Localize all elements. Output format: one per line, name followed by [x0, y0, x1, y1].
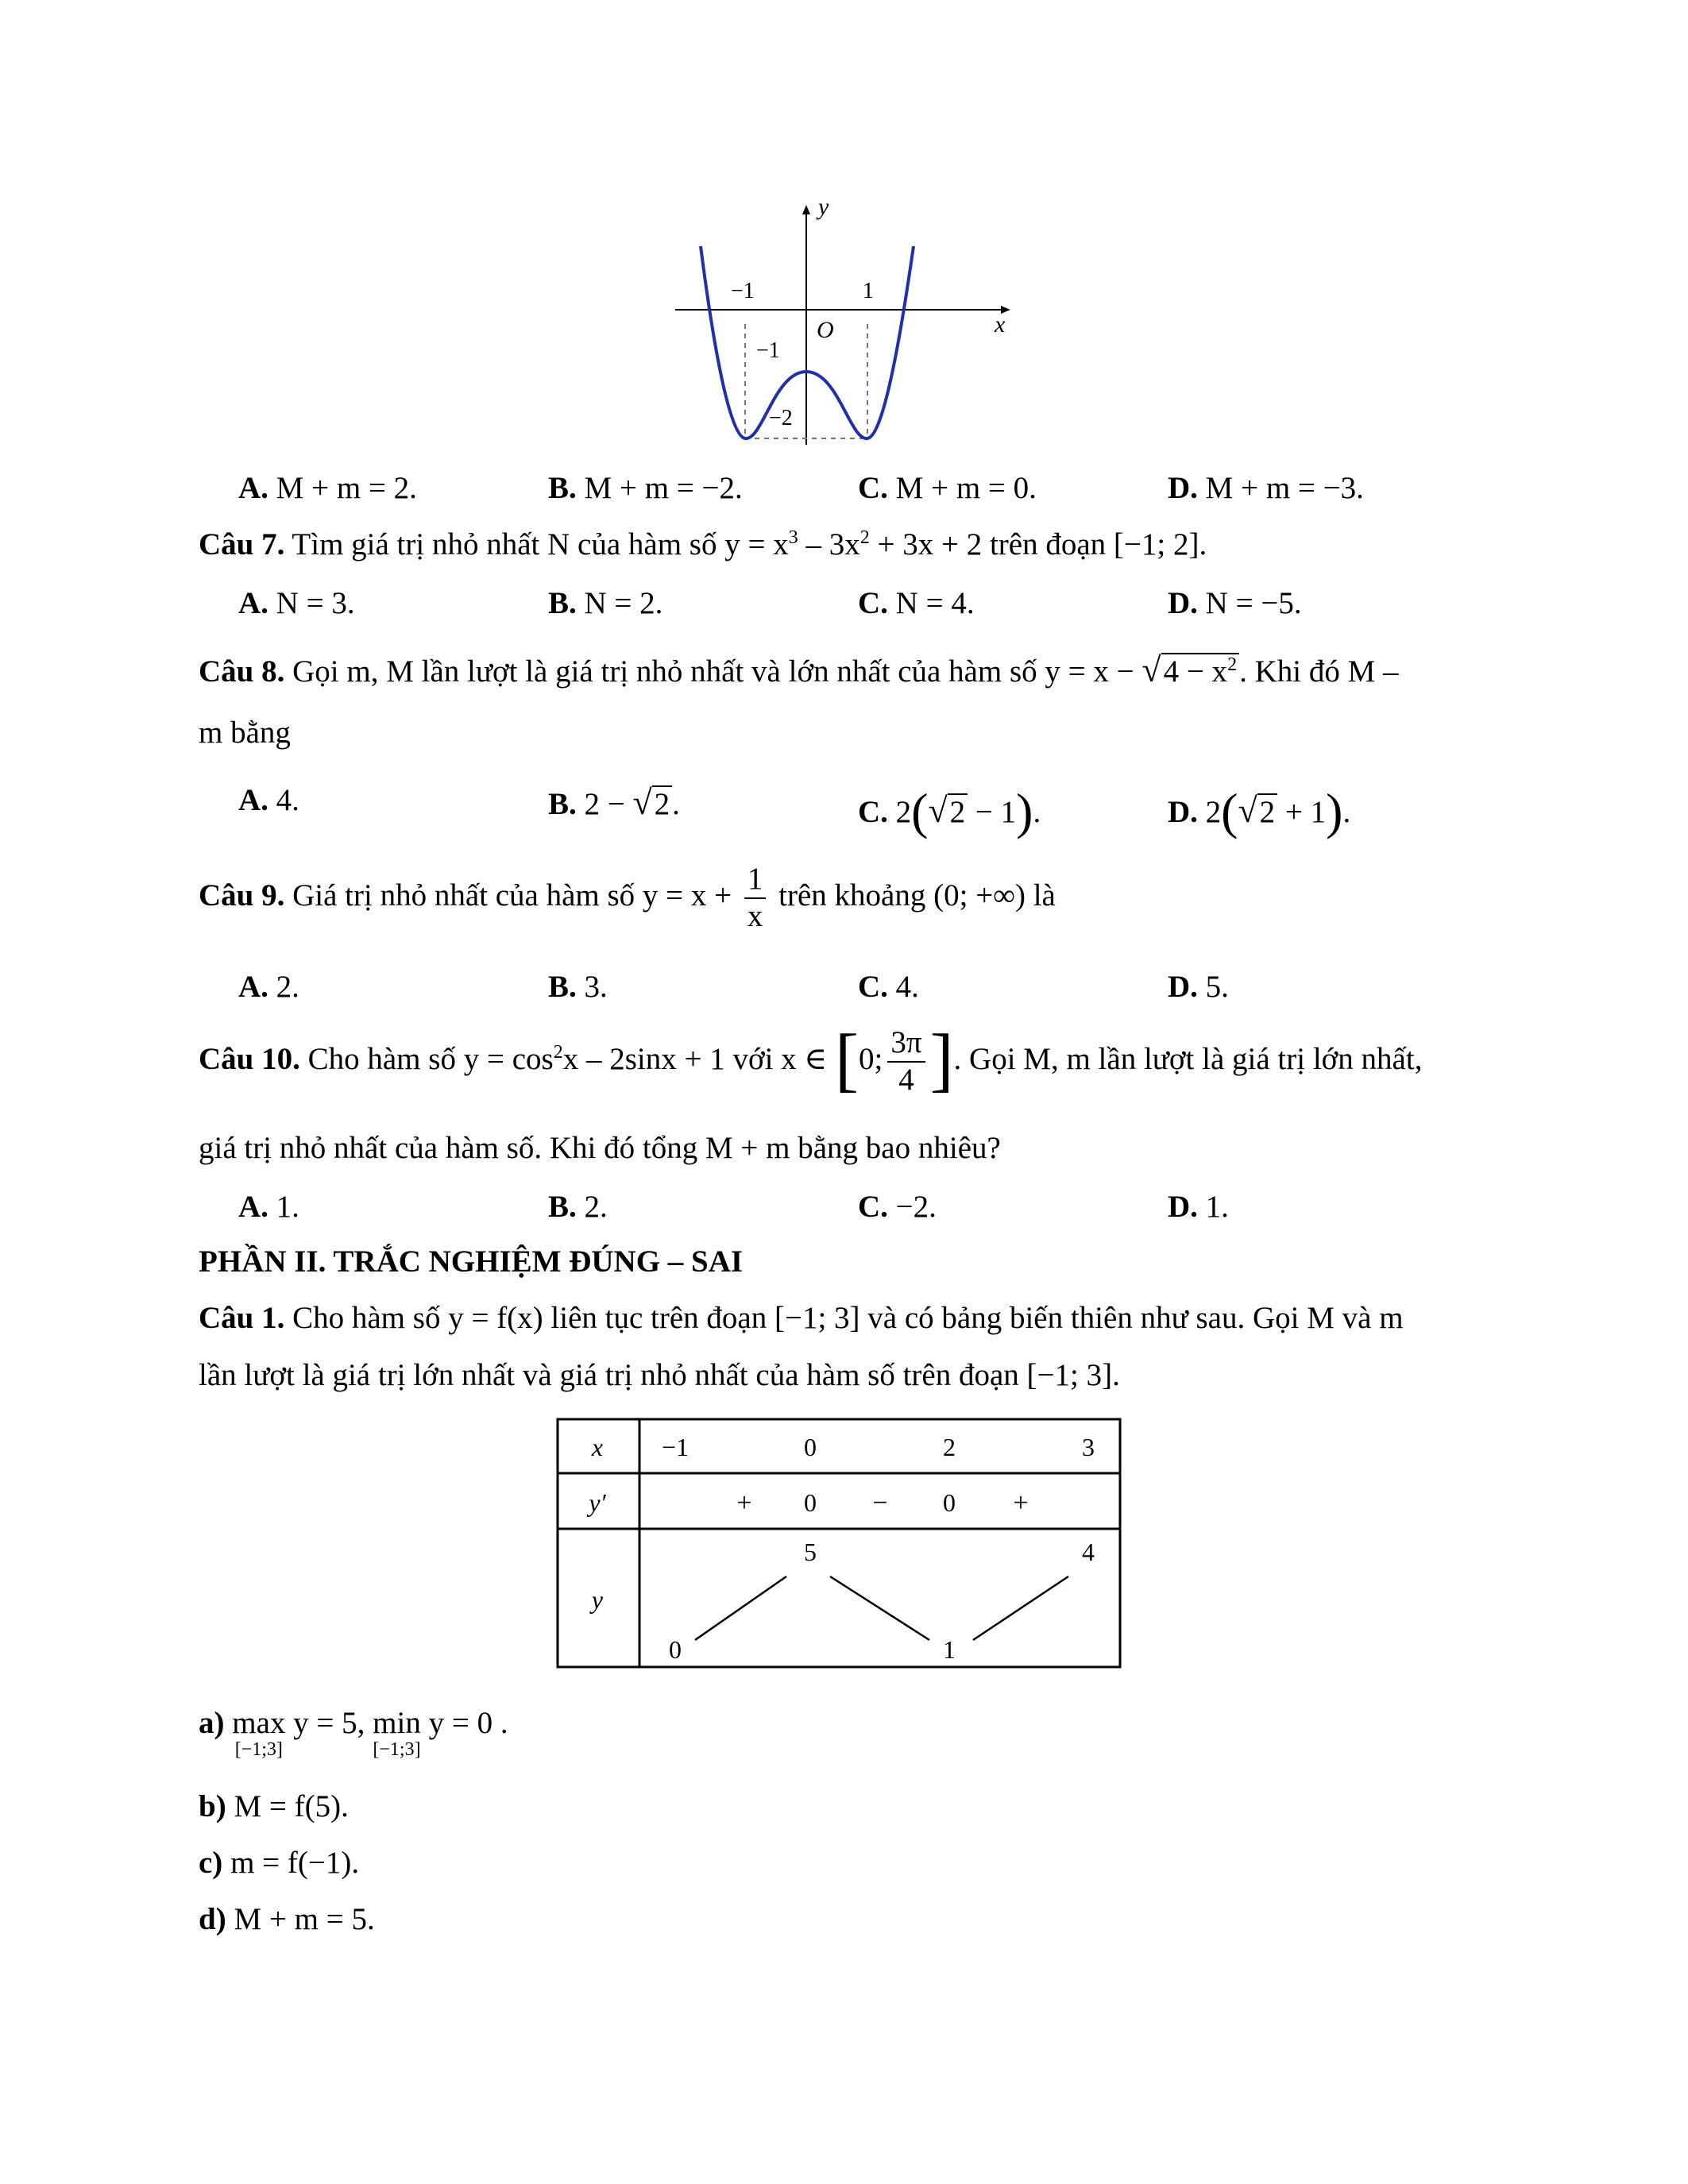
statement-d[interactable]: d) M + m = 5.: [199, 1902, 375, 1936]
p2q1-stem: Câu 1. Cho hàm số y = f(x) liên tục trên đoạn [−1; 3] và có bảng biến thiên như sau. Gọi M và m: [199, 1301, 1404, 1335]
q10-stem: Câu 10. Cho hàm số $y = \cos^2x - 2\sin x + 1$ với x ∈ [0; $\frac{3\pi}{4}$ ]. Gọi M, m lần lượt là giá trị lớn nhất,: [199, 1021, 1423, 1099]
q8-stem: Câu 8. Gọi m, M lần lượt là giá trị nhỏ nhất và lớn nhất của hàm số $y = x - √4 - x^2$. Khi đó M –: [199, 650, 1399, 689]
table-row-x: x: [591, 1433, 604, 1461]
table-x-neg1: −1: [661, 1433, 689, 1461]
q9-option-b[interactable]: B. 3.: [548, 970, 608, 1004]
q8-options: [238, 782, 1509, 839]
function-graph: [667, 191, 1025, 453]
table-y-0: 0: [669, 1635, 682, 1664]
q9-option-d[interactable]: D. 5.: [1168, 970, 1229, 1004]
statement-a[interactable]: a) max [−1;3] y = 5, min [−1;3] y = 0 .: [199, 1706, 508, 1760]
q10-stem-line2: giá trị nhỏ nhất của hàm số. Khi đó tổng M + m bằng bao nhiêu?: [199, 1131, 1001, 1165]
q7-option-c[interactable]: C. N = 4.: [858, 586, 975, 620]
statement-c[interactable]: c) m = f(−1).: [199, 1846, 360, 1880]
q10-option-b[interactable]: B. 2.: [548, 1190, 608, 1224]
x-tick-1: 1: [863, 279, 874, 303]
q10-fraction: $\frac{3\pi}{4}$: [887, 1025, 925, 1098]
q8-stem-line2: m bằng: [199, 716, 291, 750]
q7-option-d[interactable]: D. N = −5.: [1168, 586, 1302, 620]
q6-options: [238, 470, 1509, 510]
q8-option-b[interactable]: B. 2 − √2.: [548, 783, 680, 822]
table-sign-2: 0: [804, 1488, 817, 1517]
table-x-0: 0: [804, 1433, 817, 1461]
y-tick-neg2: −2: [769, 406, 793, 430]
table-x-3: 3: [1082, 1433, 1095, 1461]
q8-option-a[interactable]: A. 4.: [238, 783, 299, 817]
y-axis-label: y: [818, 194, 829, 220]
q8-option-d[interactable]: D. 2(√2 + 1).: [1168, 783, 1351, 839]
table-sign-1: +: [736, 1488, 752, 1518]
q9-options: [238, 969, 1509, 1009]
statement-b[interactable]: b) M = f(5).: [199, 1789, 349, 1823]
q6-option-c[interactable]: C. M + m = 0.: [858, 471, 1037, 505]
q6-option-d[interactable]: D. M + m = −3.: [1168, 471, 1364, 505]
q10-options: [238, 1189, 1509, 1229]
table-y-5: 5: [804, 1538, 817, 1566]
q9-fraction: $\frac{1}{x}$: [744, 862, 767, 935]
origin-label: O: [817, 317, 834, 343]
table-sign-5: +: [1013, 1488, 1029, 1518]
q8-option-c[interactable]: C. 2(√2 − 1).: [858, 783, 1041, 839]
variation-table: [556, 1418, 1124, 1672]
table-y-4: 4: [1082, 1538, 1095, 1566]
y-tick-neg1: −1: [756, 338, 780, 363]
q9-stem: Câu 9. Giá trị nhỏ nhất của hàm số y = x + $\frac{1}{x}$ trên khoảng (0; +∞) là: [199, 862, 1056, 933]
x-axis-label: x: [995, 311, 1006, 338]
q7-options: [238, 585, 1509, 625]
x-tick-neg1: −1: [731, 279, 755, 303]
q9-option-a[interactable]: A. 2.: [238, 970, 299, 1004]
q7-stem: Câu 7. Tìm giá trị nhỏ nhất N của hàm số $y = x^3 - 3x^2 + 3x + 2$ trên đoạn [−1; 2].: [199, 527, 1207, 561]
q7-option-a[interactable]: A. N = 3.: [238, 586, 355, 620]
q10-option-a[interactable]: A. 1.: [238, 1190, 299, 1224]
q10-option-d[interactable]: D. 1.: [1168, 1190, 1229, 1224]
table-row-yprime: y′: [589, 1488, 606, 1517]
table-row-y: y: [591, 1585, 604, 1614]
table-y-1: 1: [943, 1635, 956, 1664]
p2q1-stem-line2: lần lượt là giá trị lớn nhất và giá trị nhỏ nhất của hàm số trên đoạn [−1; 3].: [199, 1358, 1120, 1392]
table-x-2: 2: [943, 1433, 956, 1461]
q7-option-b[interactable]: B. N = 2.: [548, 586, 663, 620]
table-sign-4: 0: [943, 1488, 956, 1517]
table-sign-3: −: [872, 1488, 888, 1518]
part2-heading: PHẦN II. TRẮC NGHIỆM ĐÚNG – SAI: [199, 1244, 744, 1279]
q10-option-c[interactable]: C. −2.: [858, 1190, 937, 1224]
q6-option-b[interactable]: B. M + m = −2.: [548, 471, 743, 505]
q6-option-a[interactable]: A. M + m = 2.: [238, 471, 417, 505]
q9-option-c[interactable]: C. 4.: [858, 970, 919, 1004]
